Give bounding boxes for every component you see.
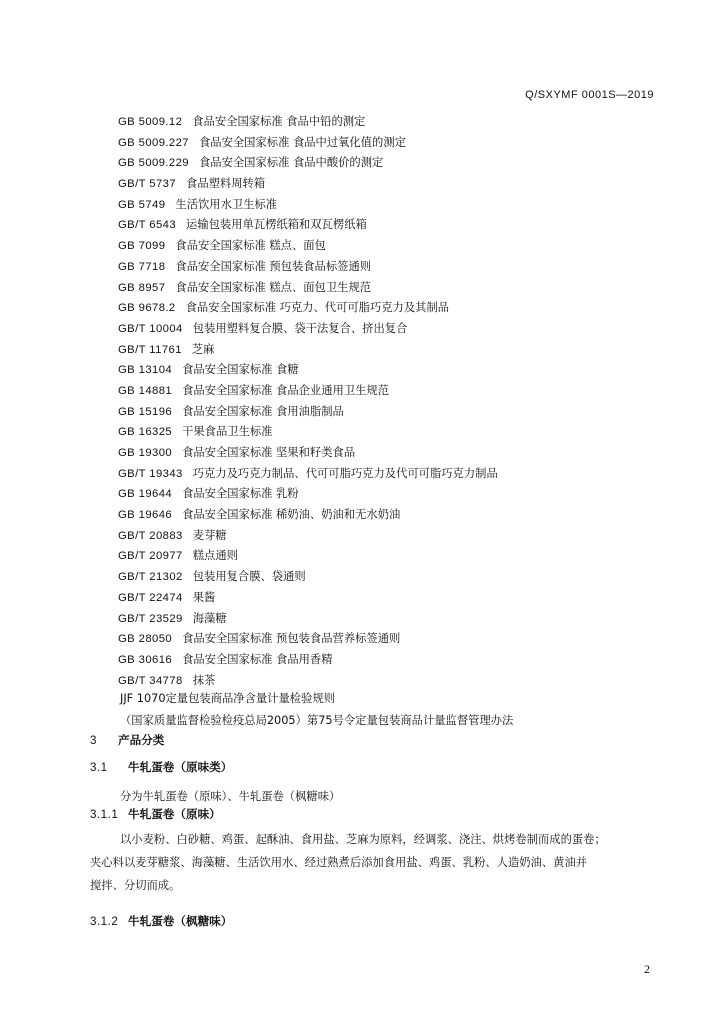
reference-code: GB/T 11761 (118, 343, 182, 356)
reference-title: 食品塑料周转箱 (186, 177, 266, 191)
reference-item (118, 215, 498, 236)
section-3-heading (90, 732, 164, 748)
reference-code: GB 19646 (118, 509, 173, 522)
reference-code: GB/T 20977 (118, 550, 183, 563)
reference-code: GB/T 10004 (118, 322, 183, 335)
reference-item (118, 298, 498, 319)
reference-item (118, 567, 498, 588)
reference-title: 食品安全国家标准 巧克力、代可可脂巧克力及其制品 (185, 301, 450, 315)
section-3-1-1-heading (90, 806, 221, 822)
reference-title: 食品安全国家标准 食品企业通用卫生规范 (182, 383, 390, 397)
reference-item (118, 112, 498, 133)
section-3-1-1-line-1: 以小麦粉、白砂糖、鸡蛋、起酥油、食用盐、芝麻为原料，经调浆、浇注、烘烤卷制而成的蛋卷； (120, 833, 606, 846)
reference-item (118, 464, 498, 485)
reference-title: 食品安全国家标准 坚果和籽类食品 (182, 446, 356, 459)
reference-code: GB 30616 (118, 653, 173, 666)
reference-title: 海藻糖 (192, 611, 227, 625)
reference-title: 食品安全国家标准 预包装食品标签通则 (175, 259, 372, 273)
reference-code: GB/T 34778 (118, 674, 183, 687)
reference-code: GB/T 20883 (118, 529, 183, 542)
reference-code: GB 5749 (118, 198, 166, 211)
reference-item (118, 443, 498, 464)
section-3-1-heading (90, 759, 232, 775)
page-number: 2 (644, 962, 650, 976)
section-title: 牛轧蛋卷（枫糖味） (128, 914, 233, 928)
section-3-1-1-line-2: 夹心料以麦芽糖浆、海藻糖、生活饮用水、经过熟煮后添加食用盐、鸡蛋、乳粉、人造奶油、黄油并 (90, 856, 588, 869)
reference-title: 食品安全国家标准 糕点、面包卫生规范 (175, 280, 372, 294)
reference-item (118, 650, 498, 671)
reference-code: GB/T 21302 (118, 571, 183, 584)
reference-code: GB/T 22474 (118, 591, 183, 604)
reference-code: GB 19644 (118, 488, 173, 501)
reference-title: 食品安全国家标准 食品中铅的测定 (192, 115, 366, 128)
reference-title: 食品安全国家标准 食糖 (182, 363, 299, 377)
reference-title: 糕点通则 (192, 549, 238, 563)
section-title: 牛轧蛋卷（原味类） (128, 760, 233, 774)
reference-item (118, 546, 498, 567)
reference-code: GB 5009.229 (118, 157, 189, 170)
reference-code: GB 19300 (118, 447, 173, 459)
reference-code: GB 7099 (118, 240, 166, 253)
reference-item (118, 340, 498, 361)
reference-code: GB 16325 (118, 426, 173, 439)
reference-code: GB 9678.2 (118, 302, 176, 315)
reference-code: GB 13104 (118, 364, 173, 377)
reference-item (118, 629, 498, 650)
section-number: 3.1 (90, 761, 108, 774)
reference-title: 巧克力及巧克力制品、代可可脂巧克力及代可可脂巧克力制品 (192, 466, 498, 480)
section-3-1-text: 分为牛轧蛋卷（原味）、牛轧蛋卷（枫糖味） (120, 790, 341, 803)
normative-references-list (118, 112, 498, 691)
reference-title: 麦芽糖 (192, 528, 227, 542)
reference-title: 食品安全国家标准 食品中过氧化值的测定 (198, 135, 406, 149)
reference-item (118, 195, 498, 216)
reference-title: 干果食品卫生标准 (182, 425, 273, 439)
section-number: 3.1.2 (90, 915, 119, 928)
reference-item (118, 484, 498, 505)
section-number: 3 (90, 734, 97, 747)
reference-title: 果酱 (192, 590, 216, 604)
reference-item (118, 588, 498, 609)
reference-code: GB 15196 (118, 405, 173, 418)
section-title: 产品分类 (118, 733, 165, 747)
reference-code: GB/T 23529 (118, 612, 183, 625)
reference-item (118, 133, 498, 154)
reference-code: GB 7718 (118, 260, 166, 273)
reference-title: 食品安全国家标准 乳粉 (182, 487, 299, 501)
reference-title: 运输包装用单瓦楞纸箱和双瓦楞纸箱 (186, 218, 367, 232)
reference-title: 食品安全国家标准 糕点、面包 (175, 239, 326, 253)
reference-code: GB 5009.12 (118, 116, 183, 128)
reference-item (118, 402, 498, 423)
reference-title: 食品安全国家标准 食品中酸价的测定 (198, 156, 384, 170)
section-3-1-1-line-3: 搅拌、分切而成。 (90, 879, 181, 892)
reference-item (118, 422, 498, 443)
reference-title: 生活饮用水卫生标准 (175, 197, 278, 211)
reference-title: 食品安全国家标准 食品用香精 (182, 652, 333, 666)
reference-item (118, 609, 498, 630)
section-title: 牛轧蛋卷（原味） (128, 807, 221, 821)
reference-code: GB 14881 (118, 384, 173, 397)
reference-code: GB/T 19343 (118, 467, 183, 480)
reference-item (118, 526, 498, 547)
reference-item (118, 236, 498, 257)
reference-item (118, 505, 498, 526)
reference-title: 抹茶 (192, 673, 216, 687)
reference-item (118, 153, 498, 174)
reference-item (118, 381, 498, 402)
reference-title: 包装用塑料复合膜、袋干法复合、挤出复合 (192, 321, 408, 335)
reference-title: 芝麻 (191, 342, 215, 356)
reference-title: 包装用复合膜、袋通则 (192, 570, 306, 584)
reference-item (118, 360, 498, 381)
section-number: 3.1.1 (90, 808, 119, 821)
reference-code: GB 28050 (118, 633, 173, 646)
reference-item (118, 174, 498, 195)
reference-code: GB/T 5737 (118, 178, 177, 191)
reference-code: GB 8957 (118, 281, 166, 294)
reference-title: 食品安全国家标准 稀奶油、奶油和无水奶油 (182, 508, 401, 522)
reference-code: GB/T 6543 (118, 219, 177, 232)
document-code: Q/SXYMF 0001S—2019 (525, 89, 654, 101)
reference-item (118, 319, 498, 340)
reference-item (118, 257, 498, 278)
section-3-1-2-heading (90, 913, 232, 929)
reference-title: 食品安全国家标准 预包装食品营养标签通则 (182, 632, 401, 646)
reference-title: 食品安全国家标准 食用油脂制品 (182, 404, 344, 418)
reference-order-75: （国家质量监督检验检疫总局2005）第75号令定量包装商品计量监督管理办法 (120, 714, 514, 727)
reference-code: GB 5009.227 (118, 136, 189, 149)
reference-item (118, 278, 498, 299)
reference-jjf-1070: JJF 1070定量包装商品净含量计量检验规则 (120, 692, 335, 705)
